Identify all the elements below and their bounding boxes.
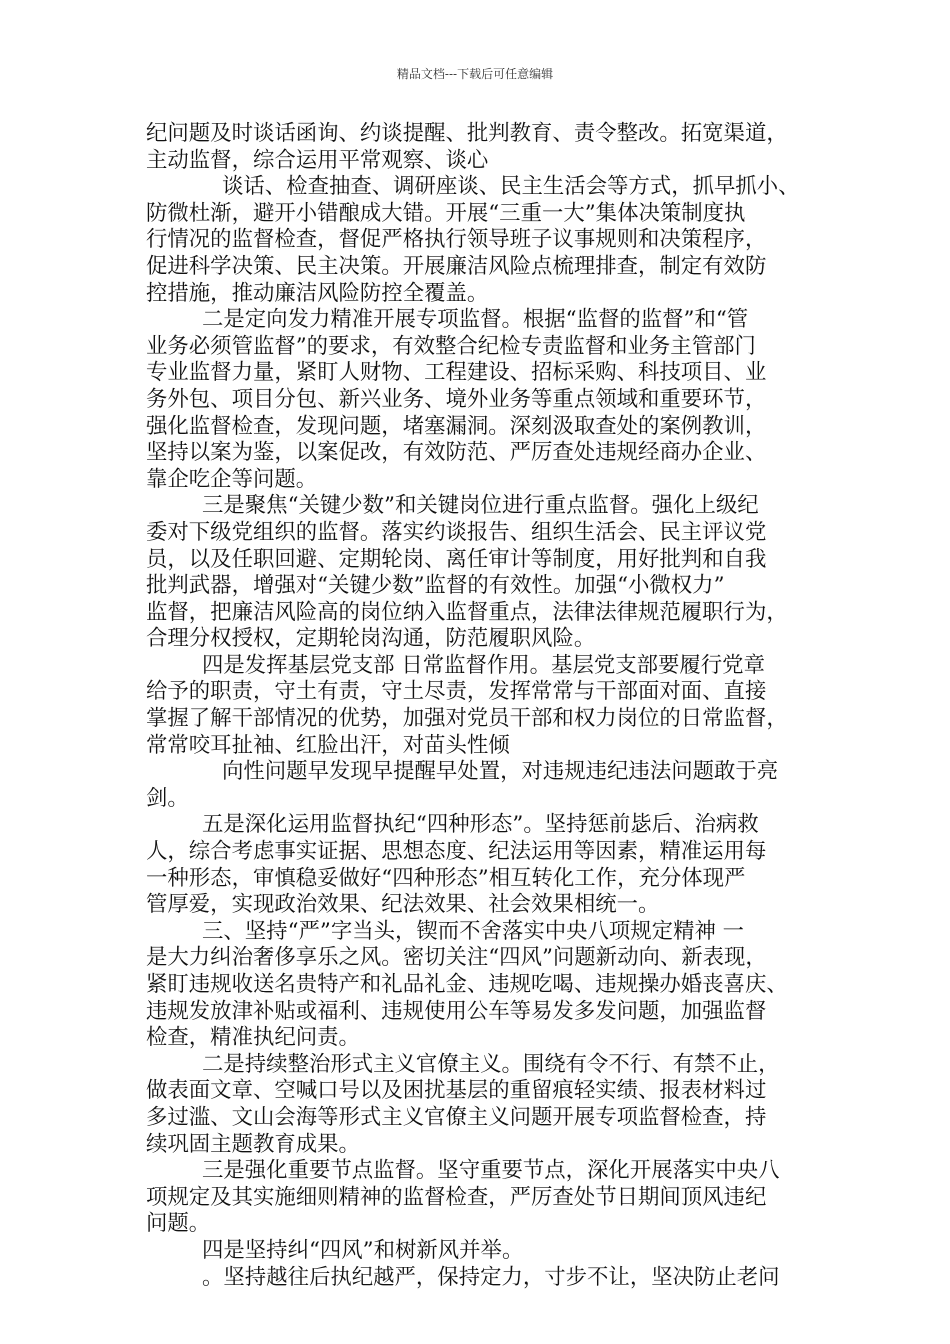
text-line: 人，综合考虑事实证据、思想态度、纪法运用等因素，精准运用每 <box>146 839 767 865</box>
paragraph <box>146 1238 826 1265</box>
text-line: 四是发挥基层党支部 日常监督作用。基层党支部要履行党章 <box>202 652 765 678</box>
text-line: 三是聚焦“关键少数”和关键岗位进行重点监督。强化上级纪 <box>202 493 759 519</box>
text-line: 项规定及其实施细则精神的监督检查，严厉查处节日期间顶风违纪 <box>146 1184 767 1210</box>
text-line: 防微杜渐，避开小错酿成大错。开展“三重一大”集体决策制度执 <box>146 200 746 226</box>
paragraph <box>146 1265 826 1292</box>
text-line: 委对下级党组织的监督。落实约谈报告、组织生活会、民主评议党 <box>146 519 767 545</box>
text-line: 控措施，推动廉洁风险防控全覆盖。 <box>146 280 489 306</box>
page-header: 精品文档---下载后可任意编辑 <box>396 67 554 81</box>
text-line: 专业监督力量，紧盯人财物、工程建设、招标采购、科技项目、业 <box>146 360 767 386</box>
text-line: 检查，精准执纪问责。 <box>146 1025 360 1051</box>
text-line: 四是坚持纠“四风”和树新风并举。 <box>202 1237 524 1263</box>
text-line: 靠企吃企等问题。 <box>146 466 318 492</box>
document-body <box>146 121 826 1291</box>
paragraph <box>146 174 826 307</box>
text-line: 强化监督检查，发现问题，堵塞漏洞。深刻汲取查处的案例教训， <box>146 413 767 439</box>
text-line: 坚持以案为鉴，以案促改，有效防范、严厉查处违规经商办企业、 <box>146 440 767 466</box>
paragraph <box>146 1052 826 1158</box>
text-line: 谈话、检查抽查、调研座谈、民主生活会等方式，抓早抓小、 <box>222 174 800 200</box>
paragraph <box>146 1158 826 1238</box>
text-line: 做表面文章、空喊口号以及困扰基层的重留痕轻实绩、报表材料过 <box>146 1078 767 1104</box>
paragraph <box>146 812 826 918</box>
text-line: 三是强化重要节点监督。坚守重要节点，深化开展落实中央八 <box>202 1158 780 1184</box>
text-line: 紧盯违规收送名贵特产和礼品礼金、违规吃喝、违规操办婚丧喜庆、 <box>146 972 788 997</box>
text-line: 违规发放津补贴或福利、违规使用公车等易发多发问题，加强监督 <box>146 998 767 1024</box>
text-line: 监督，把廉洁风险高的岗位纳入监督重点，法律法律规范履职行为， <box>146 599 788 625</box>
text-line: 务外包、项目分包、新兴业务、境外业务等重点领域和重要环节， <box>146 386 767 412</box>
text-line: 批判武器，增强对“关键少数”监督的有效性。加强“小微权力” <box>146 573 725 599</box>
text-line: 常常咬耳扯袖、红脸出汗，对苗头性倾 <box>146 732 510 758</box>
text-line: 向性问题早发现早提醒早处置，对违规违纪违法问题敢于亮 <box>222 759 779 785</box>
text-line: 续巩固主题教育成果。 <box>146 1131 360 1157</box>
paragraph <box>146 919 826 1052</box>
text-line: 业务必须管监督”的要求，有效整合纪检专责监督和业务主管部门 <box>146 333 756 359</box>
text-line: 剑。 <box>146 785 189 811</box>
text-line: 多过滥、文山会海等形式主义官僚主义问题开展专项监督检查，持 <box>146 1104 767 1130</box>
paragraph <box>146 653 826 759</box>
paragraph <box>146 493 826 653</box>
text-line: 是大力纠治奢侈享乐之风。密切关注“四风”问题新动向、新表现， <box>146 945 767 971</box>
paragraph <box>146 759 826 812</box>
text-line: 合理分权授权，定期轮岗沟通，防范履职风险。 <box>146 626 596 652</box>
text-line: 二是持续整治形式主义官僚主义。围绕有令不行、有禁不止， <box>202 1051 780 1077</box>
text-line: 五是深化运用监督执纪“四种形态”。坚持惩前毖后、治病救 <box>202 812 759 838</box>
paragraph <box>146 121 826 174</box>
text-line: 行情况的监督检查，督促严格执行领导班子议事规则和决策程序， <box>146 227 767 253</box>
text-line: 一种形态，审慎稳妥做好“四种形态”相互转化工作，充分体现严 <box>146 865 746 891</box>
paragraph <box>146 307 826 493</box>
text-line: 管厚爱，实现政治效果、纪法效果、社会效果相统一。 <box>146 892 660 918</box>
text-line: 三、坚持“严”字当头，锲而不舍落实中央八项规定精神 一 <box>202 918 745 944</box>
text-line: 促进科学决策、民主决策。开展廉洁风险点梳理排查，制定有效防 <box>146 253 767 279</box>
text-line: 问题。 <box>146 1211 211 1237</box>
text-line: 。坚持越往后执纪越严，保持定力，寸步不让，坚决防止老问 <box>202 1264 780 1290</box>
text-line: 掌握了解干部情况的优势，加强对党员干部和权力岗位的日常监督， <box>146 706 788 732</box>
text-line: 员，以及任职回避、定期轮岗、离任审计等制度，用好批判和自我 <box>146 546 767 572</box>
text-line: 纪问题及时谈话函询、约谈提醒、批判教育、责令整改。拓宽渠道， <box>146 121 788 146</box>
text-line: 二是定向发力精准开展专项监督。根据“监督的监督”和“管 <box>202 307 749 333</box>
text-line: 给予的职责，守土有责，守土尽责，发挥常常与干部面对面、直接 <box>146 679 767 705</box>
text-line: 主动监督，综合运用平常观察、谈心 <box>146 147 489 173</box>
